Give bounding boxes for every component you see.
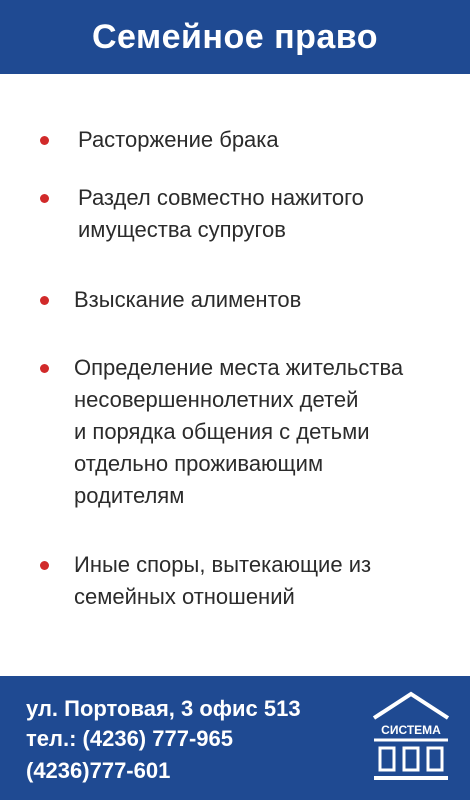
bullet-icon [40, 296, 49, 305]
list-item-line: семейных отношений [74, 584, 295, 609]
list-item [74, 284, 301, 316]
building-columns-icon [368, 688, 454, 788]
list-item-line: Раздел совместно нажитого [78, 185, 364, 210]
list-item-line: родителям [74, 483, 185, 508]
page-title: Семейное право [91, 18, 379, 56]
list-item [74, 352, 403, 512]
list-item-line: Определение места жительства [74, 355, 404, 380]
list-item [74, 549, 371, 613]
bullet-icon [40, 561, 49, 570]
bullet-icon [40, 136, 49, 145]
phone-text: тел.: (4236) 777-965 [26, 726, 233, 751]
list-item [78, 182, 364, 246]
list-item-line: Иные споры, вытекающие из [74, 552, 372, 577]
phone-text-2: (4236)777-601 [26, 758, 171, 783]
bullet-icon [40, 194, 49, 203]
list-item-line: отдельно проживающим [74, 451, 324, 476]
list-item [78, 124, 279, 156]
list-item-line: имущества супругов [78, 217, 286, 242]
list-item-line: Расторжение брака [78, 127, 279, 152]
list-item-line: несовершеннолетних детей [74, 387, 359, 412]
bullet-icon [40, 364, 49, 373]
list-item-line: и порядка общения с детьми [74, 419, 370, 444]
list-item-line: Взыскание алиментов [74, 287, 302, 312]
address-text: ул. Портовая, 3 офис 513 [26, 696, 301, 721]
logo-text: СИСТЕМА [381, 723, 441, 737]
